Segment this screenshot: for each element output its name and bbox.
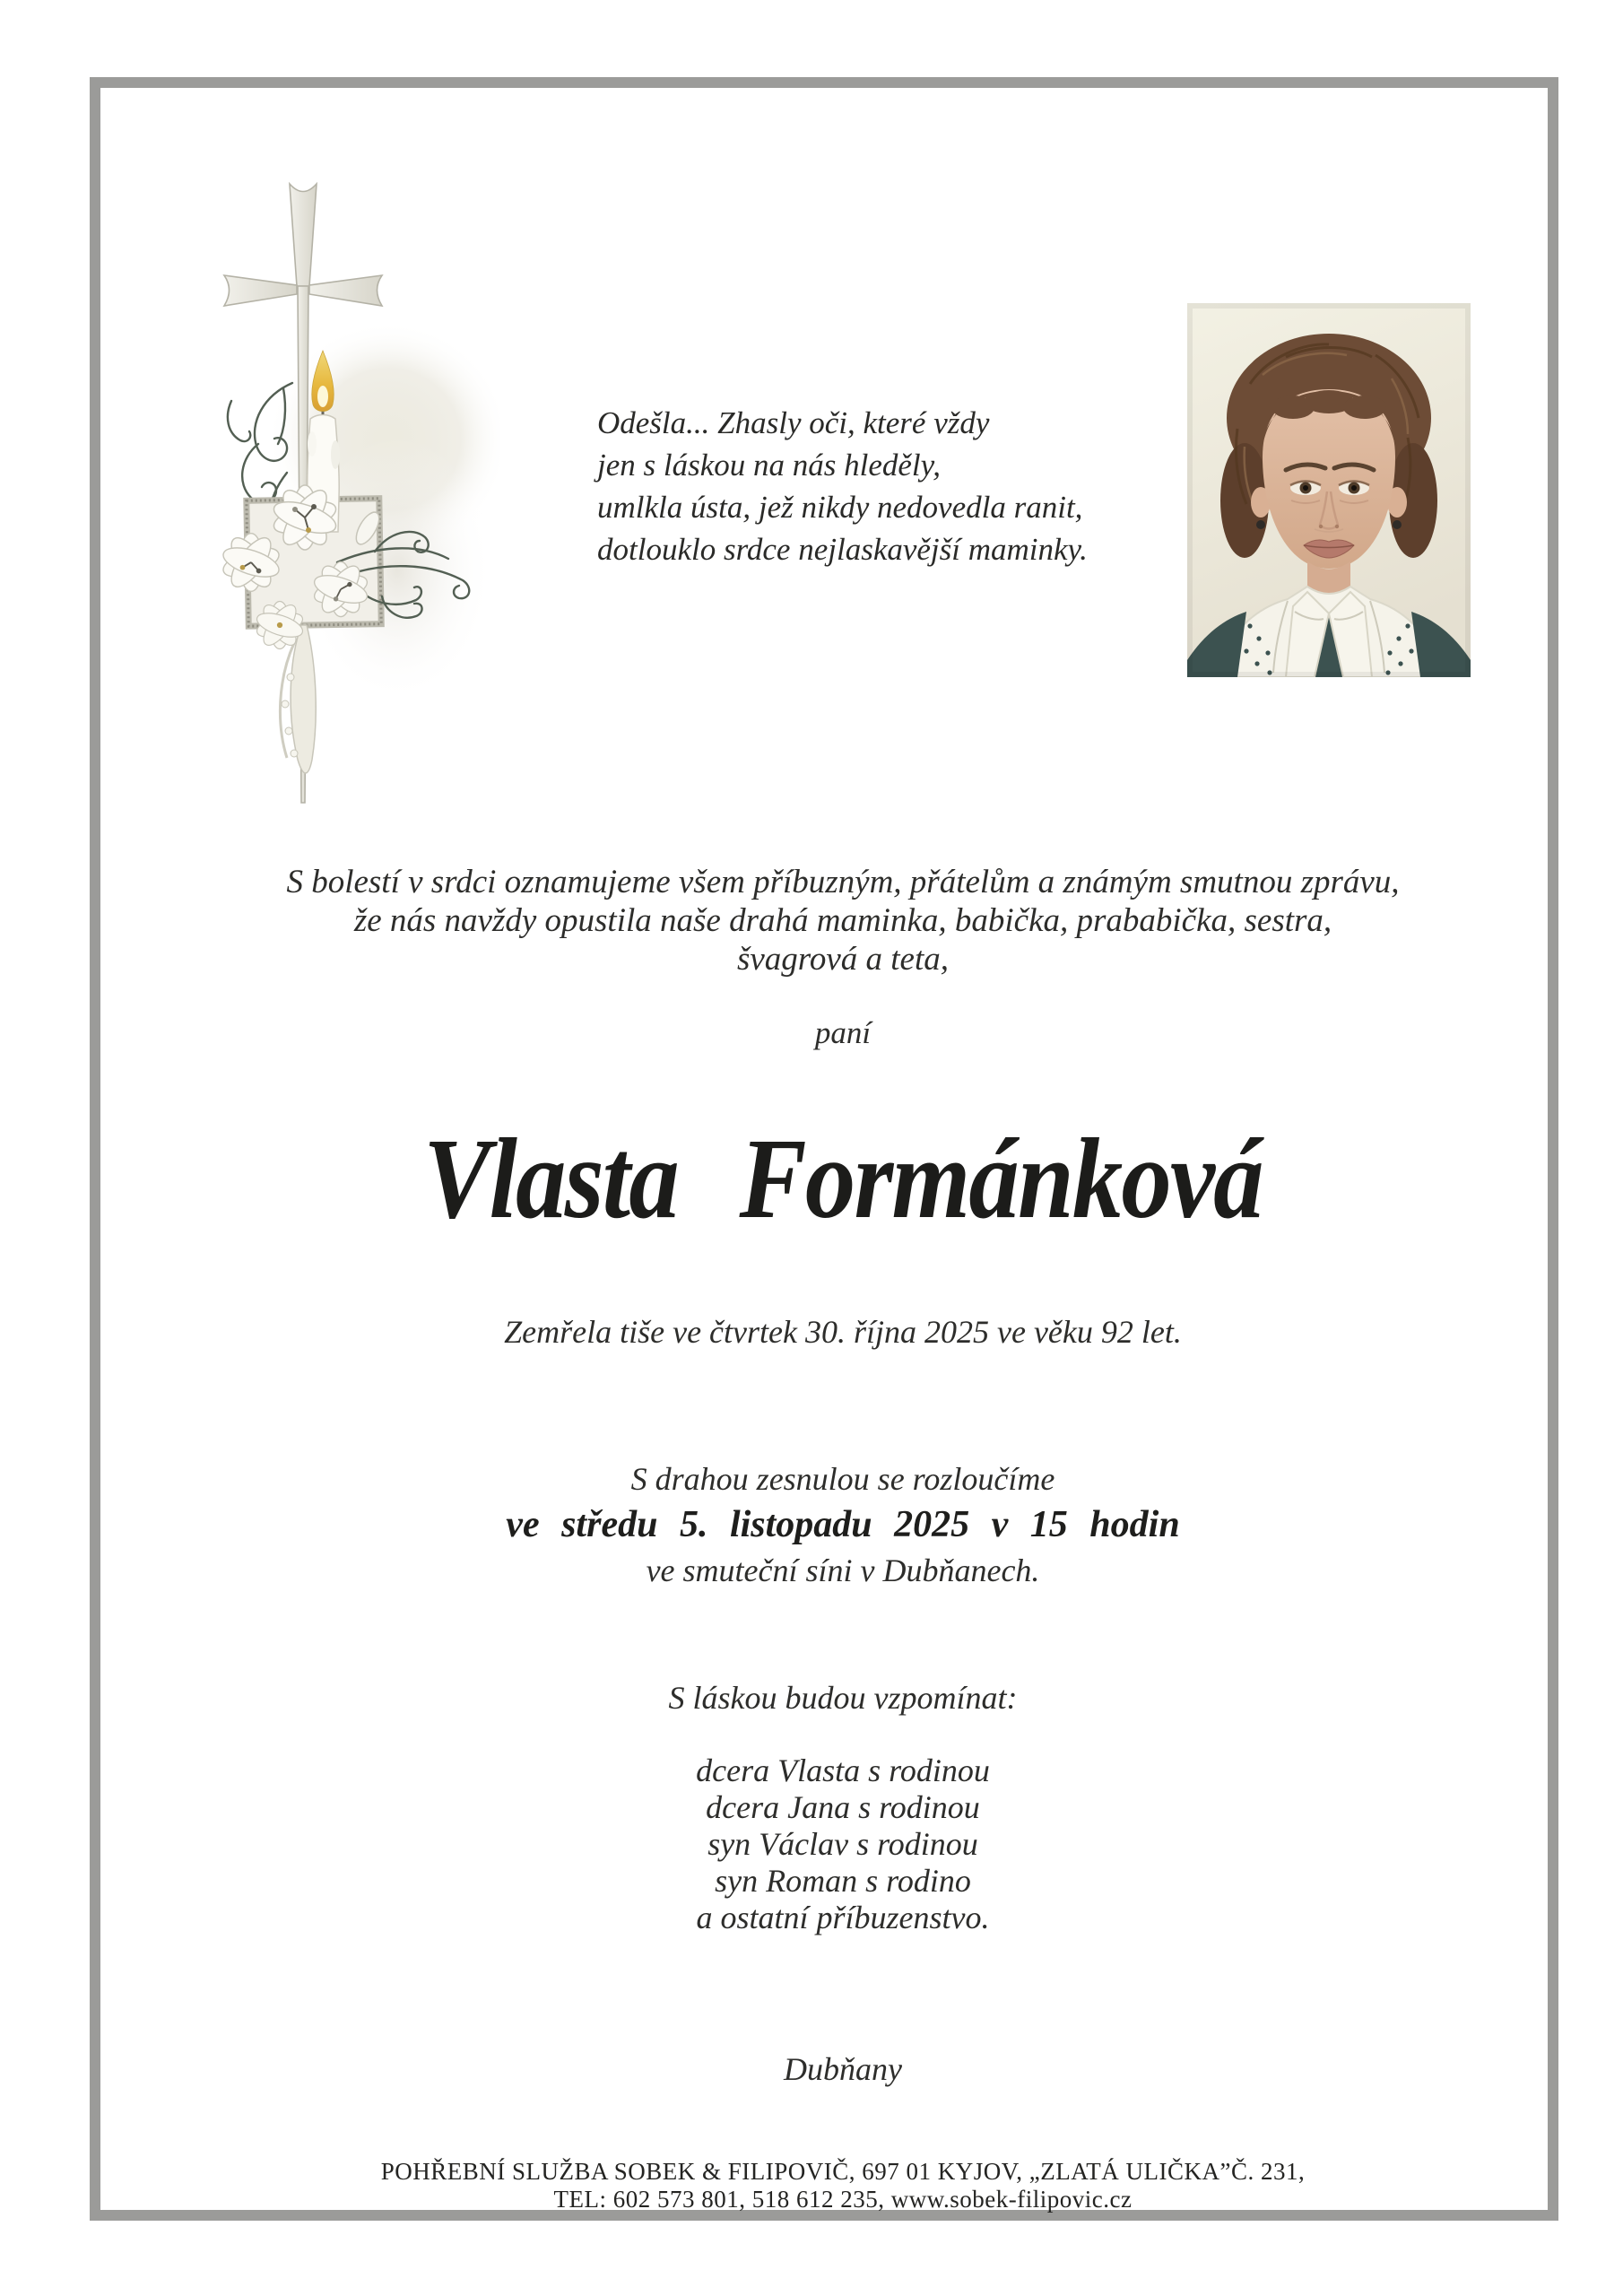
announcement-line: švagrová a teta,	[736, 941, 949, 978]
funeral-service-footer	[31, 2158, 1623, 2213]
announcement-paragraph	[31, 863, 1623, 978]
mourners-heading: S láskou budou vzpomínat:	[668, 1680, 1018, 1716]
death-date-line: Zemřela tiše ve čtvrtek 30. října 2025 ve věku 92 let.	[504, 1314, 1182, 1350]
deceased-portrait-photo	[1187, 303, 1471, 677]
footer-contact-line: TEL: 602 573 801, 518 612 235, www.sobek-filipovic.cz	[553, 2186, 1133, 2213]
poem-line: dotlouklo srdce nejlaskavější maminky.	[597, 532, 1088, 567]
announcement-line: S bolestí v srdci oznamujeme všem příbuzným, přátelům a známým smutnou zprávu,	[286, 864, 1400, 900]
poem-line: Odešla... Zhasly oči, které vždy	[597, 405, 990, 440]
mourner-line: syn Václav s rodinou	[707, 1826, 978, 1862]
footer-address-line: POHŘEBNÍ SLUŽBA SOBEK & FILIPOVIČ, 697 01 KYJOV, „ZLATÁ ULIČKA”Č. 231,	[380, 2158, 1306, 2185]
mourner-line: a ostatní příbuzenstvo.	[696, 1900, 990, 1935]
announcement-line: že nás navždy opustila naše drahá maminka, babička, prababička, sestra,	[353, 902, 1332, 939]
poem-line: jen s láskou na nás hleděly,	[597, 448, 942, 483]
mourner-line: dcera Jana s rodinou	[706, 1789, 980, 1825]
farewell-block	[31, 1458, 1623, 1591]
farewell-intro: S drahou zesnulou se rozloučíme	[630, 1461, 1055, 1497]
memorial-poem	[597, 402, 1088, 570]
poem-line: umlkla ústa, jež nikdy nedovedla ranit,	[597, 490, 1083, 525]
farewell-datetime: ve středu 5. listopadu 2025 v 15 hodin	[506, 1504, 1180, 1545]
salutation: paní	[814, 1015, 872, 1050]
deceased-name: Vlasta Formánková	[423, 1115, 1263, 1242]
cross-candle-lilies-icon	[204, 175, 500, 821]
mourner-line: syn Roman s rodino	[715, 1863, 971, 1899]
farewell-location: ve smuteční síni v Dubňanech.	[646, 1552, 1040, 1588]
place-name: Dubňany	[784, 2051, 902, 2087]
mourners-list	[31, 1752, 1623, 1936]
mourner-line: dcera Vlasta s rodinou	[696, 1752, 990, 1788]
